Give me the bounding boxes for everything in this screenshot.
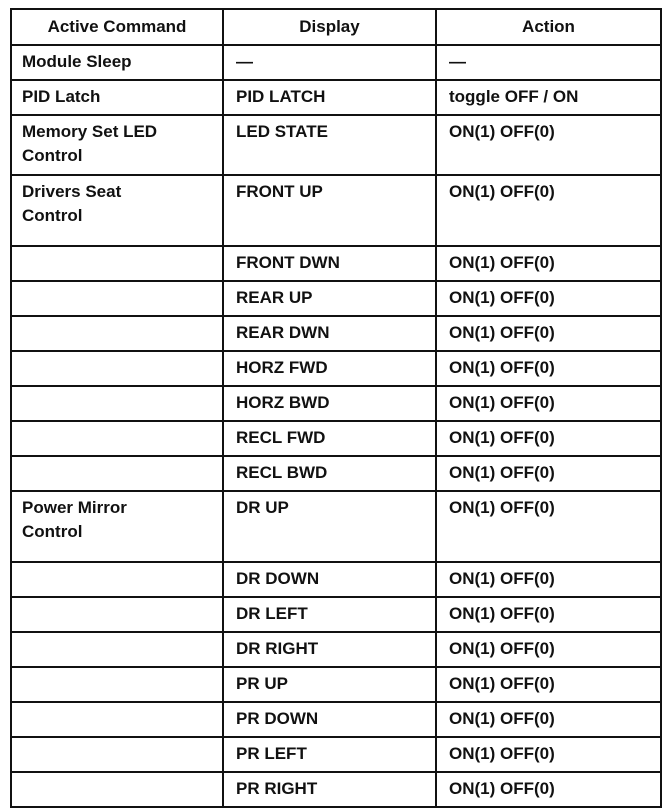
display-cell bbox=[223, 702, 436, 737]
action-cell-text: ON(1) OFF(0) bbox=[449, 674, 555, 693]
display-cell-text: DR UP bbox=[236, 498, 289, 517]
action-cell-text: ON(1) OFF(0) bbox=[449, 122, 555, 141]
action-cell-text: ON(1) OFF(0) bbox=[449, 569, 555, 588]
table-body bbox=[11, 45, 661, 807]
action-cell bbox=[436, 456, 661, 491]
action-cell-text: ON(1) OFF(0) bbox=[449, 288, 555, 307]
display-cell bbox=[223, 175, 436, 246]
display-cell-text: REAR DWN bbox=[236, 323, 330, 342]
action-cell-text: ON(1) OFF(0) bbox=[449, 709, 555, 728]
command-cell-text bbox=[12, 668, 222, 676]
display-cell-text: DR RIGHT bbox=[236, 639, 319, 658]
command-cell bbox=[11, 316, 223, 351]
command-cell bbox=[11, 772, 223, 807]
table-row bbox=[11, 421, 661, 456]
command-cell bbox=[11, 115, 223, 175]
display-cell-text: FRONT UP bbox=[236, 182, 323, 201]
command-cell-text bbox=[12, 422, 222, 430]
display-cell bbox=[223, 667, 436, 702]
table-row bbox=[11, 702, 661, 737]
action-cell-text: ON(1) OFF(0) bbox=[449, 428, 555, 447]
display-cell-text: — bbox=[236, 52, 253, 71]
command-cell-text bbox=[12, 317, 222, 325]
active-command-table bbox=[10, 8, 662, 808]
table-row bbox=[11, 632, 661, 667]
command-cell bbox=[11, 562, 223, 597]
action-cell bbox=[436, 632, 661, 667]
action-cell bbox=[436, 351, 661, 386]
action-cell bbox=[436, 281, 661, 316]
command-cell-text bbox=[12, 247, 222, 255]
display-cell-text: HORZ FWD bbox=[236, 358, 328, 377]
command-cell-text: PID Latch bbox=[22, 87, 101, 106]
table-row bbox=[11, 80, 661, 115]
table-row bbox=[11, 316, 661, 351]
display-cell bbox=[223, 491, 436, 562]
display-cell-text: DR DOWN bbox=[236, 569, 320, 588]
action-cell bbox=[436, 772, 661, 807]
command-cell-text: Module Sleep bbox=[22, 52, 132, 71]
display-cell-text: PR LEFT bbox=[236, 744, 307, 763]
action-cell bbox=[436, 316, 661, 351]
display-cell-text: DR LEFT bbox=[236, 604, 308, 623]
action-cell-text: ON(1) OFF(0) bbox=[449, 182, 555, 201]
table-row bbox=[11, 667, 661, 702]
command-cell bbox=[11, 351, 223, 386]
action-cell bbox=[436, 702, 661, 737]
command-cell-text bbox=[12, 282, 222, 290]
action-cell bbox=[436, 737, 661, 772]
command-cell-text bbox=[12, 633, 222, 641]
table-row bbox=[11, 351, 661, 386]
action-cell bbox=[436, 115, 661, 175]
command-cell-text bbox=[12, 773, 222, 781]
table-row bbox=[11, 246, 661, 281]
action-cell bbox=[436, 491, 661, 562]
display-cell bbox=[223, 281, 436, 316]
command-cell-text bbox=[12, 703, 222, 711]
command-cell-text: Drivers Seat Control bbox=[22, 182, 122, 225]
display-cell-text: FRONT DWN bbox=[236, 253, 340, 272]
action-cell-text: ON(1) OFF(0) bbox=[449, 744, 555, 763]
action-cell-text: ON(1) OFF(0) bbox=[449, 604, 555, 623]
display-cell bbox=[223, 421, 436, 456]
display-cell bbox=[223, 246, 436, 281]
table-row bbox=[11, 281, 661, 316]
command-cell bbox=[11, 597, 223, 632]
table-row bbox=[11, 175, 661, 246]
table-row bbox=[11, 772, 661, 807]
command-cell-text: Memory Set LED Control bbox=[22, 122, 158, 165]
action-cell-text: ON(1) OFF(0) bbox=[449, 498, 555, 517]
display-cell-text: PR UP bbox=[236, 674, 288, 693]
command-cell bbox=[11, 632, 223, 667]
command-cell bbox=[11, 491, 223, 562]
table-row bbox=[11, 562, 661, 597]
display-cell bbox=[223, 632, 436, 667]
table-header-row bbox=[11, 9, 661, 45]
command-cell bbox=[11, 421, 223, 456]
display-cell bbox=[223, 737, 436, 772]
action-cell-text: ON(1) OFF(0) bbox=[449, 323, 555, 342]
command-cell-text bbox=[12, 738, 222, 746]
table-row bbox=[11, 456, 661, 491]
header-action: Action bbox=[436, 9, 661, 45]
display-cell bbox=[223, 80, 436, 115]
action-cell-text: toggle OFF / ON bbox=[449, 87, 579, 106]
action-cell-text: ON(1) OFF(0) bbox=[449, 358, 555, 377]
display-cell bbox=[223, 772, 436, 807]
command-cell bbox=[11, 737, 223, 772]
command-cell bbox=[11, 281, 223, 316]
command-cell bbox=[11, 80, 223, 115]
action-cell bbox=[436, 45, 661, 80]
action-cell-text: ON(1) OFF(0) bbox=[449, 253, 555, 272]
display-cell-text: PR RIGHT bbox=[236, 779, 318, 798]
display-cell bbox=[223, 456, 436, 491]
display-cell-text: LED STATE bbox=[236, 122, 328, 141]
display-cell bbox=[223, 316, 436, 351]
command-cell-text bbox=[12, 563, 222, 571]
action-cell bbox=[436, 562, 661, 597]
display-cell-text: RECL BWD bbox=[236, 463, 328, 482]
action-cell bbox=[436, 386, 661, 421]
header-display: Display bbox=[223, 9, 436, 45]
command-cell bbox=[11, 246, 223, 281]
display-cell-text: REAR UP bbox=[236, 288, 313, 307]
display-cell bbox=[223, 386, 436, 421]
command-cell-text bbox=[12, 387, 222, 395]
action-cell bbox=[436, 597, 661, 632]
action-cell bbox=[436, 80, 661, 115]
action-cell bbox=[436, 175, 661, 246]
display-cell-text: PID LATCH bbox=[236, 87, 326, 106]
header-active-command: Active Command bbox=[11, 9, 223, 45]
table-row bbox=[11, 737, 661, 772]
command-cell-text bbox=[12, 457, 222, 465]
display-cell-text: HORZ BWD bbox=[236, 393, 330, 412]
display-cell bbox=[223, 45, 436, 80]
action-cell-text: ON(1) OFF(0) bbox=[449, 779, 555, 798]
action-cell-text: ON(1) OFF(0) bbox=[449, 639, 555, 658]
command-cell-text: Power Mirror Control bbox=[22, 498, 127, 541]
action-cell bbox=[436, 246, 661, 281]
display-cell bbox=[223, 562, 436, 597]
display-cell-text: RECL FWD bbox=[236, 428, 326, 447]
display-cell-text: PR DOWN bbox=[236, 709, 319, 728]
command-cell bbox=[11, 386, 223, 421]
display-cell bbox=[223, 115, 436, 175]
action-cell-text: ON(1) OFF(0) bbox=[449, 393, 555, 412]
command-cell bbox=[11, 456, 223, 491]
action-cell-text: ON(1) OFF(0) bbox=[449, 463, 555, 482]
display-cell bbox=[223, 351, 436, 386]
command-cell bbox=[11, 702, 223, 737]
command-cell-text bbox=[12, 352, 222, 360]
command-table-container bbox=[10, 8, 662, 808]
table-row bbox=[11, 491, 661, 562]
display-cell bbox=[223, 597, 436, 632]
command-cell-text bbox=[12, 598, 222, 606]
action-cell bbox=[436, 421, 661, 456]
command-cell bbox=[11, 175, 223, 246]
command-cell bbox=[11, 45, 223, 80]
table-row bbox=[11, 115, 661, 175]
action-cell bbox=[436, 667, 661, 702]
action-cell-text: — bbox=[449, 52, 466, 71]
command-cell bbox=[11, 667, 223, 702]
table-row bbox=[11, 386, 661, 421]
table-row bbox=[11, 45, 661, 80]
table-row bbox=[11, 597, 661, 632]
